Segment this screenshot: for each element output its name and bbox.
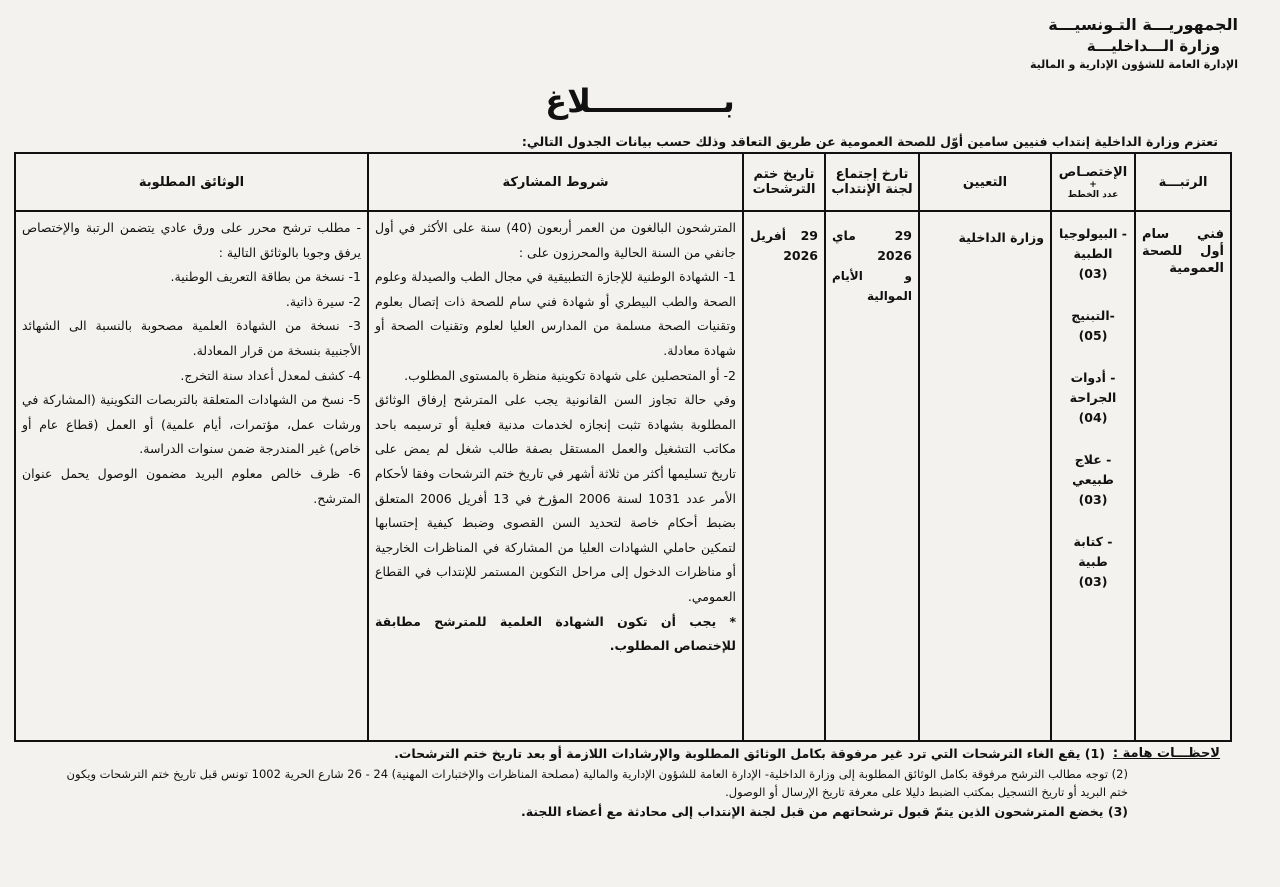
committee-date-suffix: و الأيام الموالية (832, 269, 912, 303)
specialty-item (1058, 450, 1128, 510)
cell-committee-date (825, 211, 919, 741)
document-item: 6- ظرف خالص معلوم البريد مضمون الوصول يحمل عنوان المترشح. (22, 465, 361, 506)
specialty-count: (04) (1078, 410, 1108, 425)
header-specialty (1051, 153, 1135, 211)
condition-paragraph: المترشحون البالغون من العمر أربعون (40) سنة على الأكثر في أول جانفي من السنة الحالية والمحرزون على : (375, 220, 736, 260)
condition-note: * يجب أن تكون الشهادة العلمية للمترشح مطابقة للإختصاص المطلوب. (375, 613, 736, 654)
recruitment-table (14, 152, 1232, 742)
committee-date: 29 ماي 2026 (832, 228, 912, 263)
document-item: 1- نسخة من بطاقة التعريف الوطنية. (170, 269, 361, 285)
cell-conditions (368, 211, 743, 741)
header-closing-date: تاريخ ختم الترشحات (743, 153, 825, 211)
specialty-count: (03) (1078, 266, 1108, 281)
cell-assignment: وزارة الداخلية (919, 211, 1051, 741)
header-specialty-label: الإختصـاص (1058, 164, 1128, 180)
page-title: بــــــــــــلاغ (545, 82, 735, 120)
document-item: 4- كشف لمعدل أعداد سنة التخرج. (180, 367, 361, 383)
specialty-name: - البيولوجيا الطبية (1059, 226, 1127, 261)
document-item: 2- سيرة ذاتية. (285, 293, 361, 309)
header-plans-count: عدد الخطط (1067, 189, 1119, 200)
document-item: 5- نسخ من الشهادات المتعلقة بالتربصات التكوينية (المشاركة في ورشات عمل، مؤتمرات، أيام علمية) أو العمل (قطاع عام أو خاص) غير المندرجة ضمن سنوات الدراسة. (22, 392, 361, 457)
specialty-name: - علاج طبيعي (1072, 452, 1114, 487)
specialty-item (1058, 224, 1128, 284)
specialty-count: (05) (1078, 328, 1108, 343)
intro-text: تعتزم وزارة الداخلية إنتداب فنيين سامين أوّل للصحة العمومية عن طريق التعاقد وذلك حسب بيانات الجدول التالي: (521, 134, 1218, 149)
ministry-name: وزارة الـــداخليـــة (1086, 37, 1220, 55)
important-notes (50, 745, 1220, 823)
condition-paragraph: وفي حالة تجاوز السن القانونية يجب على المترشح إرفاق الوثائق المطلوبة بشهادة تثبت إنجازه لخدمات مدنية فعلية أو ترسيمه باحد مكاتب التشغيل والعمل المستقل بصفة طالب شغل لم يمض على تاريخ تسليمها أكثر من ثلاثة أشهر في تاريخ ختم الترشحات وفقا لأحكام الأمر عدد 1031 لسنة 2006 المؤرخ في 13 أفريل 2006 المتعلق بضبط أحكام خاصة لتحديد السن القصوى وضبط كيفية إحتسابها لتمكين حاملي الشهادات العليا من المشاركة في المناظرات الخارجية أو مناظرات الدخول إلى مراحل التكوين المستمر للإنتداب في القطاع العمومي. (375, 392, 736, 604)
specialty-name: - أدوات الجراحة (1069, 370, 1117, 405)
directorate-name: الإدارة العامة للشؤون الإدارية و المالية (1029, 58, 1238, 71)
specialty-item (1058, 532, 1128, 592)
specialty-name: -التبنيج (1071, 308, 1115, 323)
condition-paragraph: 2- أو المتحصلين على شهادة تكوينية منظرة بالمستوى المطلوب. (404, 367, 736, 383)
note-item: (2) توجه مطالب الترشح مرفوقة بكامل الوثائق المطلوبة إلى وزارة الداخلية- الإدارة العامة للشؤون الإدارية والمالية (مصلحة المناظرات والإختبارات المهنية) 24 - 26 شارع الحرية 1002 تونس قبل تاريخ ختم الترشحات ويكون ختم البريد أو تاريخ التسجيل بمكتب الضبط دليلا على معرفة تاريخ الإرسال أو الوصول. (66, 767, 1128, 799)
specialty-item (1058, 368, 1128, 428)
specialty-count: (03) (1078, 492, 1108, 507)
specialty-item (1058, 306, 1128, 346)
specialty-count: (03) (1078, 574, 1108, 589)
letterhead (1030, 14, 1238, 74)
republic-name: الجمهوريـــة التـونسيـــة (1048, 15, 1238, 34)
notes-first-row (50, 745, 1220, 765)
table-row (15, 211, 1231, 741)
document-item: - مطلب ترشح محرر على ورق عادي يتضمن الرتبة والإختصاص يرفق وجوبا بالوثائق التالية : (22, 220, 361, 260)
cell-documents (15, 211, 368, 741)
header-conditions: شروط المشاركة (368, 153, 743, 211)
header-assignment: التعيين (919, 153, 1051, 211)
condition-paragraph: 1- الشهادة الوطنية للإجازة التطبيقية في مجال الطب والصيدلة وعلوم الصحة والطب البيطري أو شهادة فني سام للصحة ذات إتصال بعلوم وتقنيات الصحة مسلمة من المدارس العليا لعلوم وتقنيات الصحة أو شهادة معادلة. (375, 269, 736, 358)
note-item: (1) يقع الغاء الترشحات التي ترد غير مرفوقة بكامل الوثائق المطلوبة والإرشادات اللازمة أو بعد تاريخ ختم الترشحات. (394, 746, 1105, 761)
specialty-name: - كتابة طبية (1073, 534, 1113, 569)
header-plus: + (1089, 179, 1097, 190)
notes-label: لاحظـــات هامة : (1112, 746, 1220, 761)
cell-specialties (1051, 211, 1135, 741)
document-item: 3- نسخة من الشهادة العلمية مصحوبة بالنسبة الى الشهائد الأجنبية بنسخة من قرار المعادلة. (22, 318, 361, 358)
header-committee-date: تارخ إجتماع لجنة الإنتداب (825, 153, 919, 211)
table-header-row (15, 153, 1231, 211)
cell-closing-date: 29 أفريل 2026 (743, 211, 825, 741)
note-item: (3) يخضع المترشحون الذين يتمّ قبول ترشحاتهم من قبل لجنة الإنتداب إلى محادثة مع أعضاء اللجنة. (521, 804, 1128, 819)
header-rank: الرتبـــة (1135, 153, 1231, 211)
header-documents: الوثائق المطلوبة (15, 153, 368, 211)
cell-rank: فني سام أول للصحة العمومية (1135, 211, 1231, 741)
